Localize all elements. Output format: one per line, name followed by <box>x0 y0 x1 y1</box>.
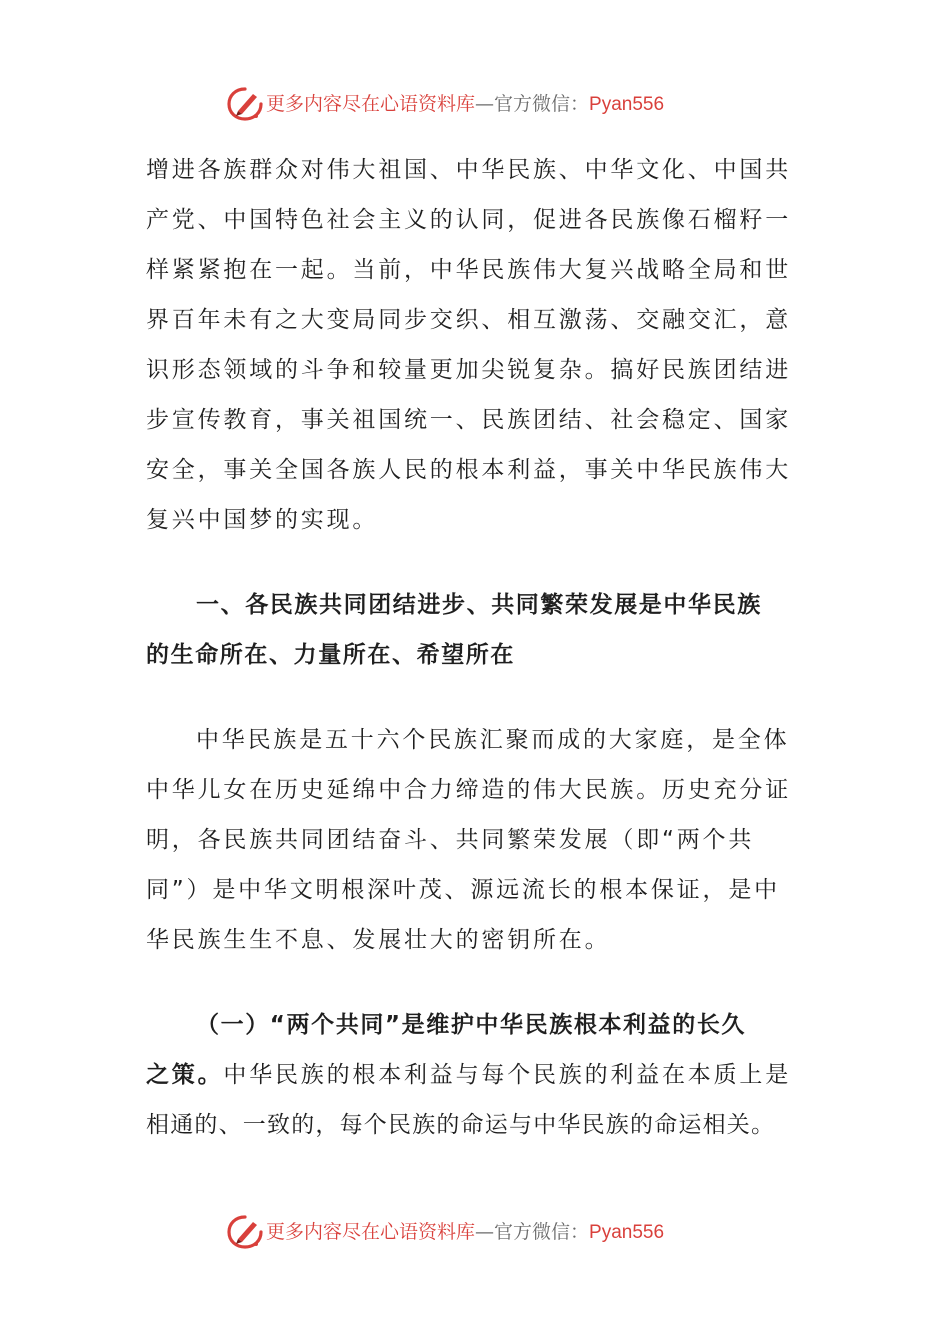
paragraph-line: 华民族生生不息、发展壮大的密钥所在。 <box>146 927 611 953</box>
header-banner <box>0 86 950 122</box>
banner-site-name: 更多内容尽在心语资料库 <box>266 1221 476 1243</box>
brush-logo-icon <box>226 1214 264 1250</box>
banner-wechat-label: —官方微信： <box>475 1221 590 1243</box>
banner-wechat-label: —官方微信： <box>475 93 590 115</box>
paragraph-line: 明，各民族共同团结奋斗、共同繁荣发展（即“两个共 <box>146 827 755 853</box>
banner-text <box>266 1218 664 1247</box>
section-heading: 一、各民族共同团结进步、共同繁荣发展是中华民族 <box>196 592 762 618</box>
subsection-heading: （一）“两个共同”是维护中华民族根本利益的长久 <box>196 1012 747 1038</box>
paragraph-line: 步宣传教育，事关祖国统一、民族团结、社会稳定、国家 <box>146 407 791 433</box>
paragraph-line: 中华儿女在历史延绵中合力缔造的伟大民族。历史充分证 <box>146 777 791 803</box>
paragraph-line: 同”）是中华文明根深叶茂、源远流长的根本保证，是中 <box>146 877 780 903</box>
paragraph-line: 中华民族是五十六个民族汇聚而成的大家庭，是全体 <box>196 727 790 753</box>
banner-wechat-id: Pyan556 <box>589 94 665 115</box>
banner-site-name: 更多内容尽在心语资料库 <box>266 93 476 115</box>
banner-text <box>266 90 664 119</box>
subsection-heading-end: 之策。 <box>146 1062 224 1088</box>
paragraph-line: 复兴中国梦的实现。 <box>146 507 379 533</box>
footer-banner <box>0 1214 950 1250</box>
paragraph-line: 安全，事关全国各族人民的根本利益，事关中华民族伟大 <box>146 457 791 483</box>
paragraph-line: 增进各族群众对伟大祖国、中华民族、中华文化、中国共 <box>146 157 791 183</box>
paragraph-line: 产党、中国特色社会主义的认同，促进各民族像石榴籽一 <box>146 207 791 233</box>
paragraph-line: 识形态领域的斗争和较量更加尖锐复杂。搞好民族团结进 <box>146 357 791 383</box>
paragraph-line: 样紧紧抱在一起。当前，中华民族伟大复兴战略全局和世 <box>146 257 791 283</box>
paragraph-line <box>146 1060 791 1090</box>
paragraph-line: 相通的、一致的，每个民族的命运与中华民族的命运相关。 <box>146 1112 776 1138</box>
paragraph-line: 界百年未有之大变局同步交织、相互激荡、交融交汇，意 <box>146 307 791 333</box>
brush-logo-icon <box>226 86 264 122</box>
banner-wechat-id: Pyan556 <box>589 1222 665 1243</box>
section-heading: 的生命所在、力量所在、希望所在 <box>146 642 515 668</box>
paragraph-line-text: 中华民族的根本利益与每个民族的利益在本质上是 <box>223 1062 792 1088</box>
